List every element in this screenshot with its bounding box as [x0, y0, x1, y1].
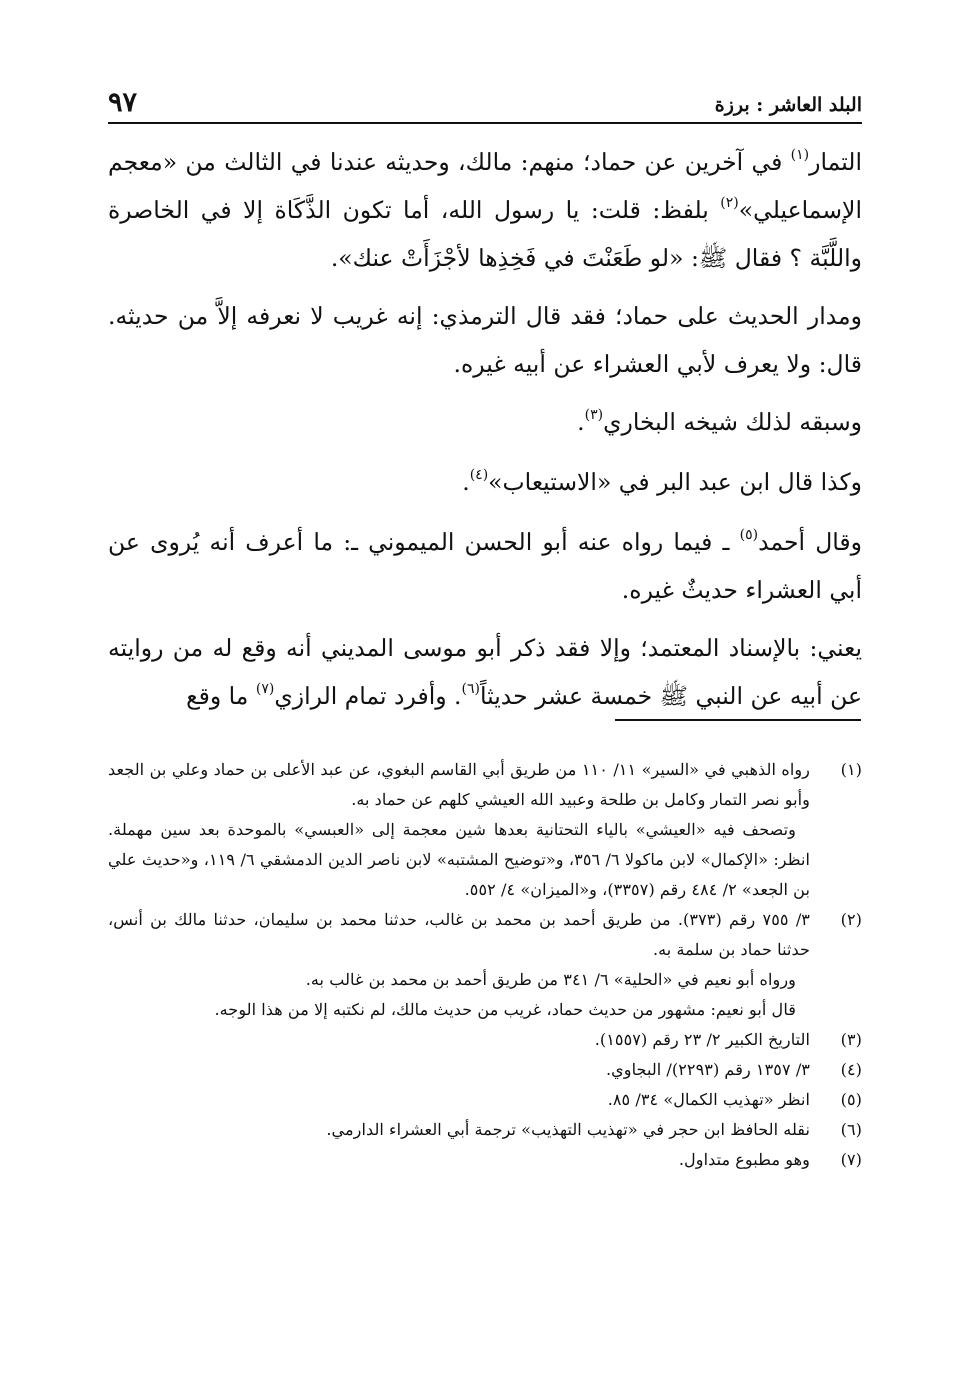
footnote-text: التاريخ الكبير ٢/ ٢٣ رقم (١٥٥٧).	[594, 1030, 810, 1049]
footnote-text: ٣/ ٧٥٥ رقم (٣٧٣). من طريق أحمد بن محمد بن غالب، حدثنا محمد بن سليمان، حدثنا مالك بن أنس، حدثنا حماد بن سلمة به.	[108, 910, 810, 959]
footnote-text: رواه الذهبي في «السير» ١١/ ١١٠ من طريق أبي القاسم البغوي، عن عبد الأعلى بن حماد وعلي بن الجعد وأبو نصر التمار وكامل بن طلحة وعبيد الله العيشي كلهم عن حماد به.	[108, 760, 810, 809]
footnote-text: وتصحف فيه «العيشي» بالياء التحتانية بعدها شين معجمة إلى «العبسي» بالموحدة بعد سين مهملة. انظر: «الإكمال» لابن ماكولا ٦/ ٣٥٦، و«توضيح المشتبه» لابن ناصر الدين الدمشقي ٦/ ١١٩، و«حديث علي بن الجعد» ٢/ ٤٨٤ رقم (٣٣٥٧)، و«الميزان» ٤/ ٥٥٢.	[108, 820, 810, 899]
footnote-text: قال أبو نعيم: مشهور من حديث حماد، غريب من حديث مالك، لم نكتبه إلا من هذا الوجه.	[214, 1000, 796, 1019]
footnote-3	[108, 1025, 862, 1055]
page-number: ٩٧	[108, 87, 138, 118]
text-run: ما وقع	[186, 682, 256, 710]
footnote-4	[108, 1055, 862, 1085]
footnote-text: وهو مطبوع متداول.	[678, 1150, 810, 1169]
footnote-ref-4[interactable]: (٤)	[469, 467, 489, 484]
main-text	[108, 138, 862, 730]
paragraph-6	[108, 624, 862, 720]
text-run: في آخرين عن حماد؛ منهم: مالك، وحديثه عندنا في الثالث من «معجم الإسماعيلي»	[108, 148, 862, 224]
text-run: ـ فيما رواه عنه أبو الحسن الميموني ـ: ما أعرف أنه يُروى عن أبي العشراء حديثٌ غيره.	[108, 528, 862, 604]
footnote-7	[108, 1145, 862, 1175]
text-run: يعني: بالإسناد المعتمد؛ وإلا فقد ذكر أبو موسى المديني أنه وقع له من روايته عن أبيه عن النبي ﷺ خمسة عشر حديثاً	[108, 634, 862, 710]
text-run: .	[462, 468, 470, 496]
footnote-ref-1[interactable]: (١)	[790, 147, 810, 164]
footnote-text: ٣/ ١٣٥٧ رقم (٢٢٩٣)/ البجاوي.	[605, 1060, 810, 1079]
paragraph-4	[108, 458, 862, 506]
footnote-number: (٣)	[840, 1030, 862, 1049]
page-header	[108, 82, 862, 124]
footnote-ref-6[interactable]: (٦)	[461, 681, 480, 698]
text-run: بلفظ: قلت: يا رسول الله، أما تكون الذَّكَاة إلا في الخاصرة واللَّبَّة ؟ فقال ﷺ: «لو طَعَنْتَ في فَخِذِها لأجْزَأَتْ عنك».	[108, 196, 862, 272]
text-run: وسبقه لذلك شيخه البخاري	[603, 408, 862, 436]
footnote-text: نقله الحافظ ابن حجر في «تهذيب التهذيب» ترجمة أبي العشراء الدارمي.	[326, 1120, 810, 1139]
text-run: .	[577, 408, 585, 436]
text-run: وقال أحمد	[758, 528, 863, 556]
footnote-1	[108, 755, 862, 905]
footnote-separator	[615, 719, 861, 721]
running-title: البلد العاشر : برزة	[714, 94, 862, 116]
footnote-ref-3[interactable]: (٣)	[584, 407, 604, 424]
paragraph-3	[108, 398, 862, 446]
paragraph-1	[108, 138, 862, 282]
text-run: وكذا قال ابن عبد البر في «الاستيعاب»	[488, 468, 862, 496]
footnote-text: انظر «تهذيب الكمال» ٣٤/ ٨٥.	[607, 1090, 810, 1109]
footnote-ref-2[interactable]: (٢)	[720, 195, 739, 212]
footnote-number: (٧)	[840, 1150, 862, 1169]
footnote-number: (٤)	[840, 1060, 862, 1079]
paragraph-5	[108, 518, 862, 614]
footnote-number: (٥)	[840, 1090, 862, 1109]
text-run: التمار	[809, 148, 862, 176]
footnote-number: (٢)	[840, 910, 862, 929]
footnote-number: (١)	[840, 760, 862, 779]
footnote-ref-7[interactable]: (٧)	[255, 681, 275, 698]
footnote-ref-5[interactable]: (٥)	[739, 527, 759, 544]
footnote-2	[108, 905, 862, 1025]
footnote-6	[108, 1115, 862, 1145]
paragraph-2: ومدار الحديث على حماد؛ فقد قال الترمذي: إنه غريب لا نعرفه إلاَّ من حديثه. قال: ولا يعرف لأبي العشراء عن أبيه غيره.	[108, 302, 862, 378]
footnote-number: (٦)	[840, 1120, 862, 1139]
footnote-text: ورواه أبو نعيم في «الحلية» ٦/ ٣٤١ من طريق أحمد بن محمد بن غالب به.	[305, 970, 796, 989]
text-run: . وأفرد تمام الرازي	[274, 682, 462, 710]
footnote-5	[108, 1085, 862, 1115]
footnotes	[108, 755, 862, 1175]
